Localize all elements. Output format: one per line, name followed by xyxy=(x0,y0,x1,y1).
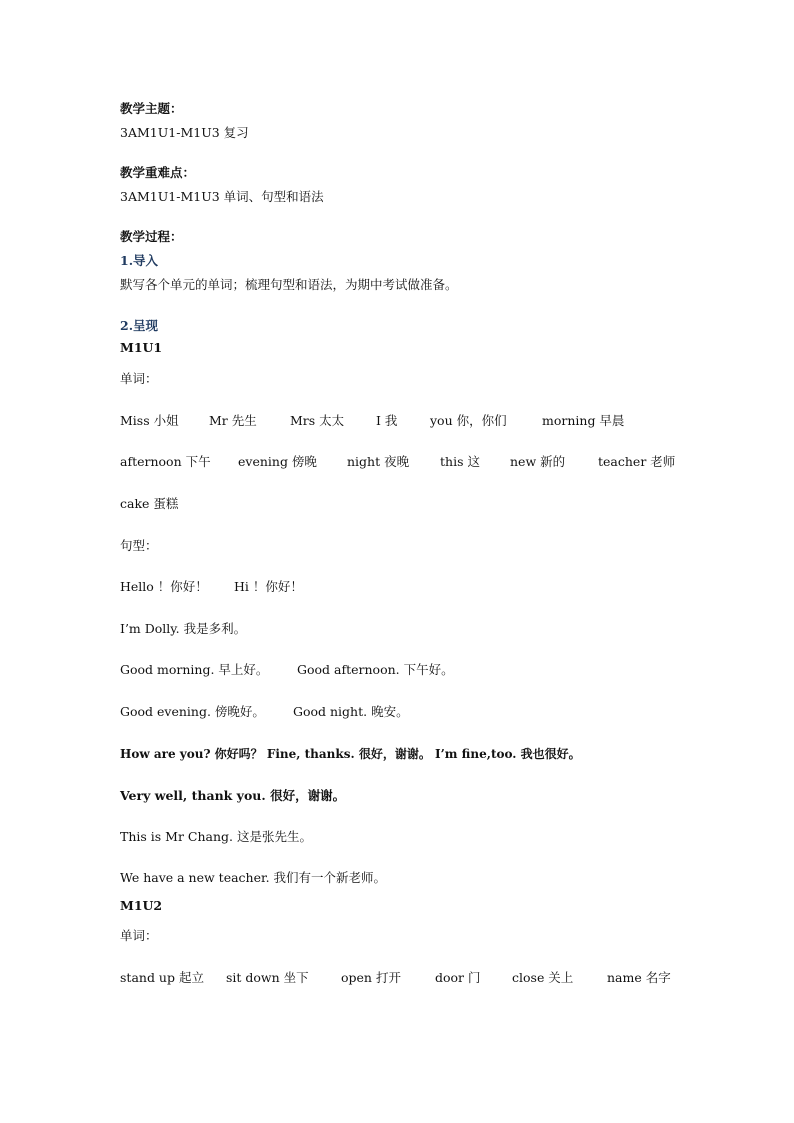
vocab-item: Miss 小姐 xyxy=(120,413,179,428)
pattern-line xyxy=(0,704,794,720)
vocab-item: close 关上 xyxy=(512,970,574,985)
vocab-item: door 门 xyxy=(435,970,481,985)
section2-title: 2.呈现 xyxy=(120,318,159,333)
vocab-item: morning 早晨 xyxy=(542,413,625,428)
key-points-value: 3AM1U1-M1U3 单词、句型和语法 xyxy=(120,189,324,204)
m1u1-words-row-2 xyxy=(0,454,794,470)
pattern-item: Good night. 晚安。 xyxy=(293,704,409,719)
vocab-item: night 夜晚 xyxy=(347,454,410,469)
vocab-item: Mrs 太太 xyxy=(290,413,345,428)
vocab-item: Mr 先生 xyxy=(209,413,257,428)
m1u1-title: M1U1 xyxy=(120,340,163,355)
pattern-line xyxy=(0,579,794,595)
pattern-item: Hi ！你好！ xyxy=(234,579,303,594)
vocab-item: new 新的 xyxy=(510,454,566,469)
vocab-item: this 这 xyxy=(440,454,480,469)
vocab-item: afternoon 下午 xyxy=(120,454,211,469)
m1u1-words-row-1 xyxy=(0,413,794,429)
vocab-item: name 名字 xyxy=(607,970,671,985)
m1u2-words-label: 单词： xyxy=(120,928,158,943)
m1u2-title: M1U2 xyxy=(120,898,163,913)
pattern-line: We have a new teacher. 我们有一个新老师。 xyxy=(120,870,387,885)
m1u1-words-row-3: cake 蛋糕 xyxy=(120,496,179,511)
vocab-item: open 打开 xyxy=(341,970,401,985)
pattern-line-bold: How are you? 你好吗？ Fine, thanks. 很好，谢谢。 I’m fine,too. 我也很好。 xyxy=(120,747,581,761)
process-label: 教学过程： xyxy=(120,229,183,244)
vocab-item: teacher 老师 xyxy=(598,454,676,469)
pattern-item: Good morning. 早上好。 xyxy=(120,662,269,677)
m1u2-words-row-1 xyxy=(0,970,794,986)
pattern-line xyxy=(0,662,794,678)
vocab-item: sit down 坐下 xyxy=(226,970,309,985)
pattern-line: This is Mr Chang. 这是张先生。 xyxy=(120,829,312,844)
vocab-item: stand up 起立 xyxy=(120,970,204,985)
key-points-label: 教学重难点： xyxy=(120,165,196,180)
vocab-item: evening 傍晚 xyxy=(238,454,317,469)
vocab-item: you 你，你们 xyxy=(430,413,507,428)
pattern-item: Hello ！你好！ xyxy=(120,579,208,594)
pattern-item: Good afternoon. 下午好。 xyxy=(297,662,454,677)
section1-title: 1.导入 xyxy=(120,253,159,268)
m1u1-words-label: 单词： xyxy=(120,371,158,386)
pattern-item: Good evening. 傍晚好。 xyxy=(120,704,265,719)
pattern-line-bold: Very well, thank you. 很好，谢谢。 xyxy=(120,788,346,803)
pattern-line: I’m Dolly. 我是多利。 xyxy=(120,621,247,636)
vocab-item: I 我 xyxy=(376,413,398,428)
section1-text: 默写各个单元的单词；梳理句型和语法，为期中考试做准备。 xyxy=(120,277,458,292)
m1u1-patterns-label: 句型： xyxy=(120,538,158,553)
topic-label: 教学主题： xyxy=(120,101,183,116)
topic-value: 3AM1U1-M1U3 复习 xyxy=(120,125,249,140)
